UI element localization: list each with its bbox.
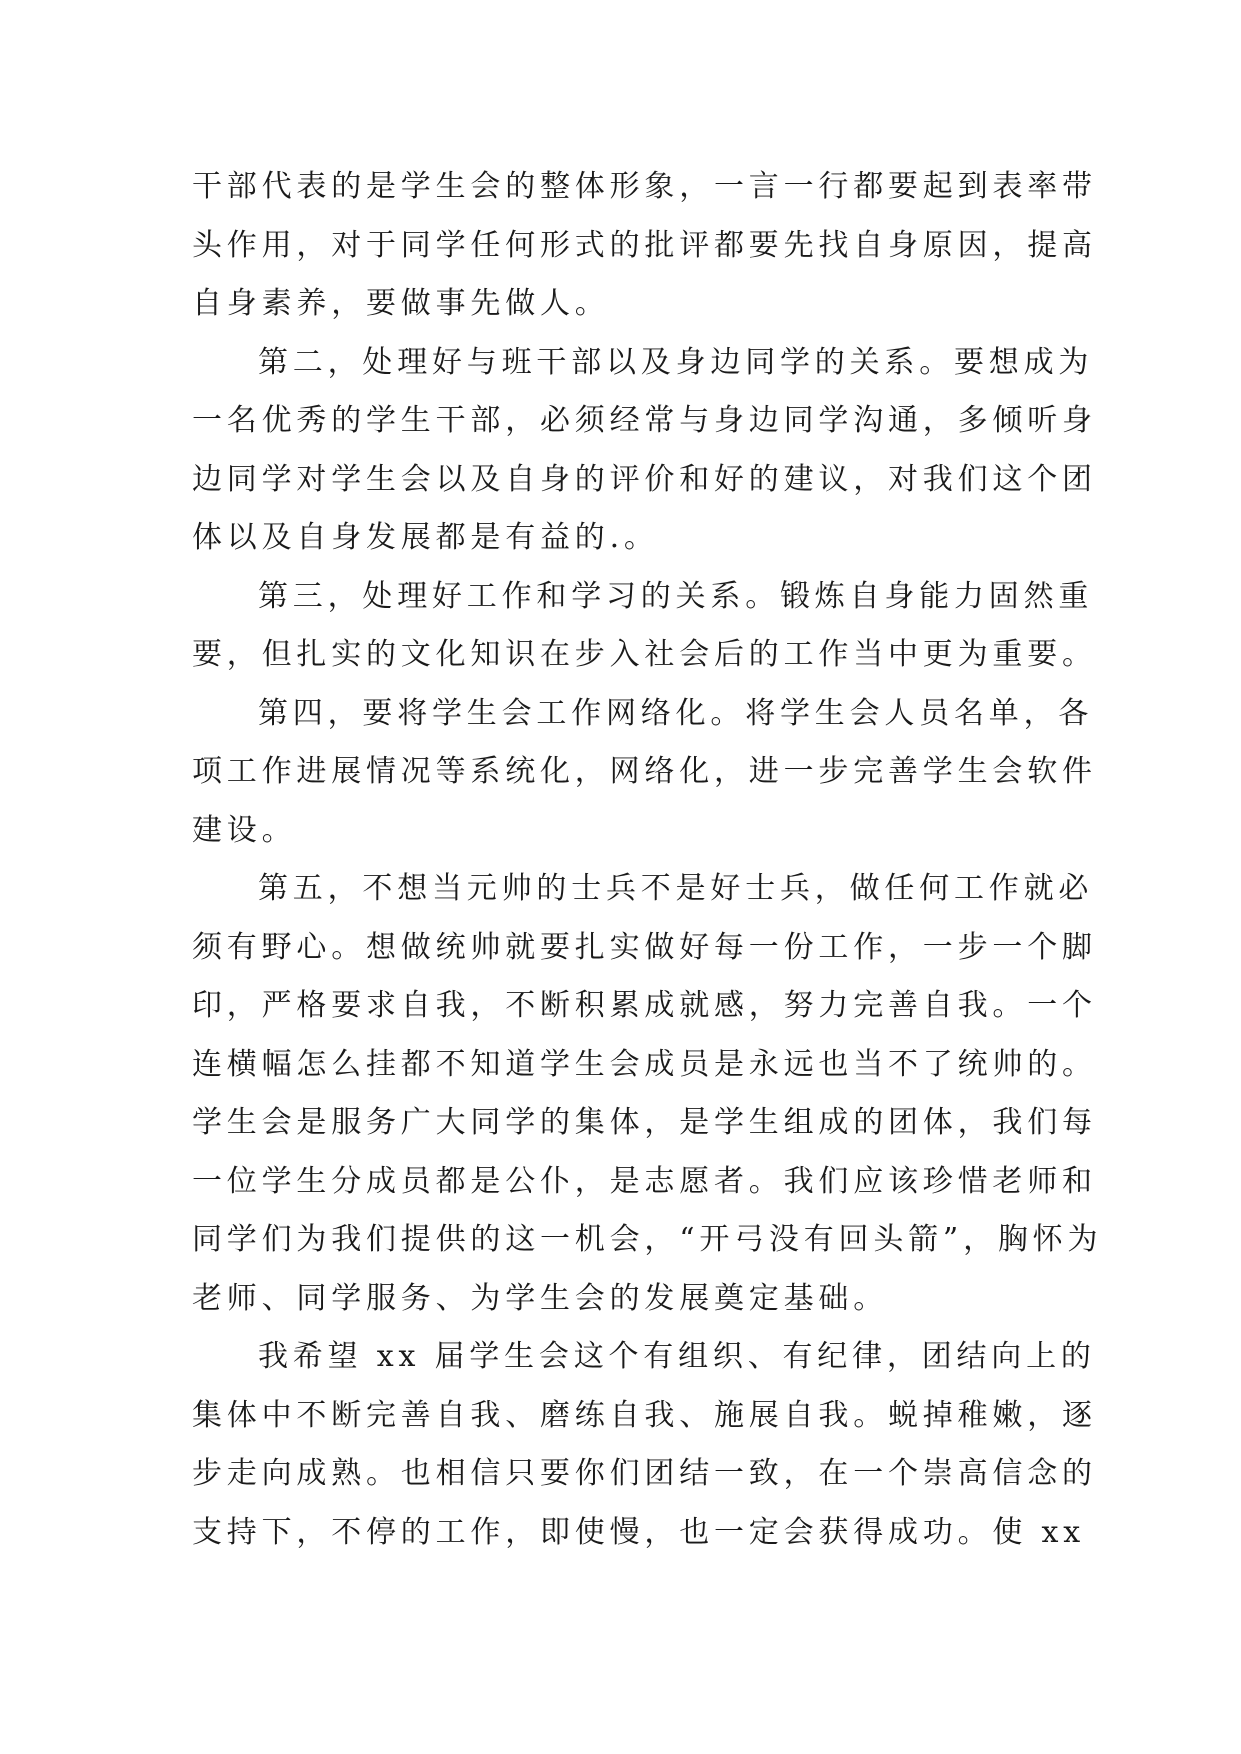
paragraph-first-line: 我希望 xx 届学生会这个有组织、有纪律，团结向上的: [258, 1339, 1096, 1374]
text-line: 边同学对学生会以及自身的评价和好的建议，对我们这个团: [192, 461, 1097, 497]
text-line: 干部代表的是学生会的整体形象，一言一行都要起到表率带: [192, 169, 1097, 204]
body-text: [192, 158, 1103, 1562]
paragraph-first-line: 第五，不想当元帅的士兵不是好士兵，做任何工作就必: [258, 871, 1094, 906]
text-line: 一名优秀的学生干部，必须经常与身边同学沟通，多倾听身: [192, 403, 1097, 438]
text-line: 支持下，不停的工作，即使慢，也一定会获得成功。使 xx: [192, 1514, 1085, 1550]
text-line: 集体中不断完善自我、磨练自我、施展自我。蜕掉稚嫩，逐: [192, 1397, 1097, 1433]
text-line: 老师、同学服务、为学生会的发展奠定基础。: [192, 1280, 888, 1316]
text-line: 学生会是服务广大同学的集体，是学生组成的团体，我们每: [192, 1105, 1097, 1140]
text-line: 头作用，对于同学任何形式的批评都要先找自身原因，提高: [192, 227, 1097, 263]
text-line: 项工作进展情况等系统化，网络化，进一步完善学生会软件: [192, 754, 1097, 789]
paragraph-first-line: 第三，处理好工作和学习的关系。锻炼自身能力固然重: [258, 578, 1094, 614]
text-line: 步走向成熟。也相信只要你们团结一致，在一个崇高信念的: [192, 1456, 1097, 1491]
text-line: 建设。: [192, 812, 297, 848]
text-line: 自身素养，要做事先做人。: [192, 286, 610, 321]
text-line: 一位学生分成员都是公仆，是志愿者。我们应该珍惜老师和: [192, 1163, 1097, 1199]
text-line: 印，严格要求自我，不断积累成就感，努力完善自我。一个: [192, 988, 1097, 1023]
text-line: 须有野心。想做统帅就要扎实做好每一份工作，一步一个脚: [192, 929, 1097, 965]
text-line: 体以及自身发展都是有益的.。: [192, 520, 659, 555]
text-line: 要，但扎实的文化知识在步入社会后的工作当中更为重要。: [192, 637, 1097, 672]
paragraph-first-line: 第四，要将学生会工作网络化。将学生会人员名单，各: [258, 695, 1094, 731]
paragraph-first-line: 第二，处理好与班干部以及身边同学的关系。要想成为: [258, 344, 1094, 380]
text-line: 同学们为我们提供的这一机会，“开弓没有回头箭”，胸怀为: [192, 1222, 1103, 1257]
text-line: 连横幅怎么挂都不知道学生会成员是永远也当不了统帅的。: [192, 1046, 1097, 1082]
